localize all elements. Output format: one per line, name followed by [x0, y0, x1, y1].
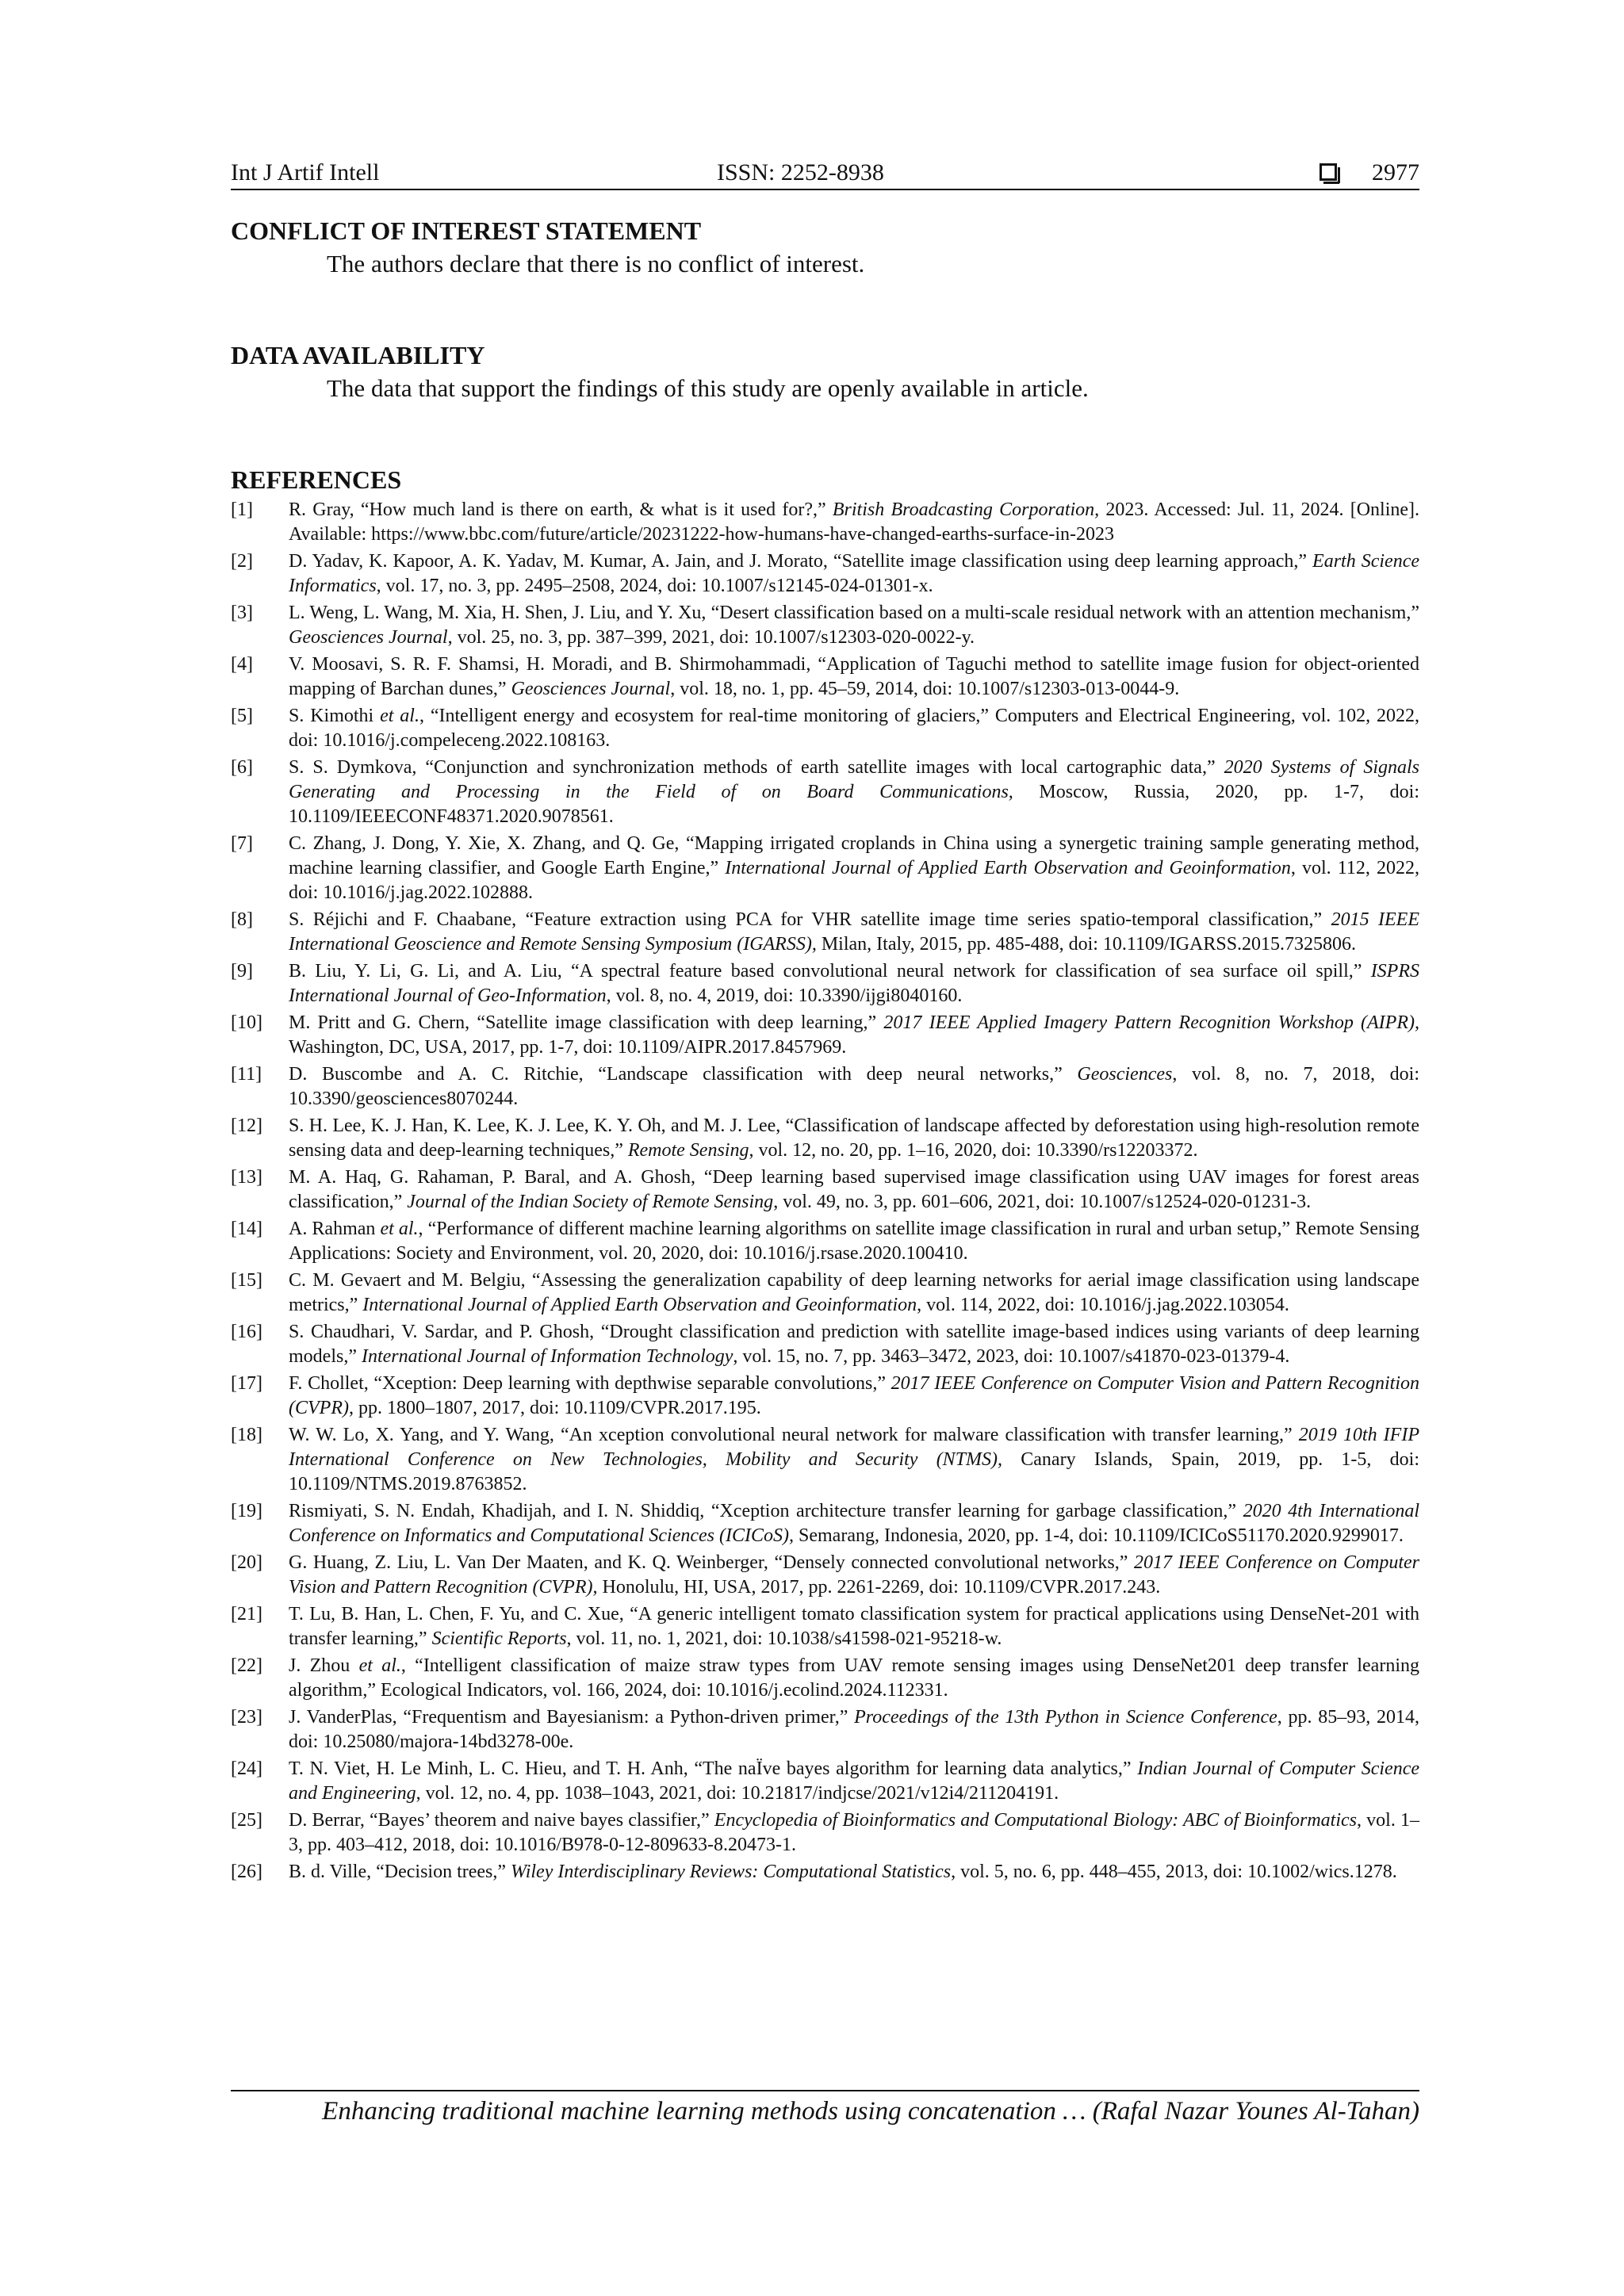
reference-item	[231, 1423, 1419, 1497]
reference-text-part: D. Buscombe and A. C. Ritchie, “Landscape classification with deep neural networks,”	[289, 1064, 1078, 1085]
reference-number: [6]	[231, 757, 253, 778]
reference-text-part: , “Intelligent classification of maize straw types from UAV remote sensing images using DenseNet201 deep transfer learning algorithm,” Ecological Indicators, vol. 166, 2024, doi: 10.1016/j.ecolind.2024.112331.	[289, 1655, 1419, 1701]
reference-item	[231, 1602, 1419, 1651]
references-heading: REFERENCES	[231, 465, 402, 494]
reference-text-part: T. N. Viet, H. Le Minh, L. C. Hieu, and T. H. Anh, “The naÏve bayes algorithm for learning data analytics,”	[289, 1758, 1138, 1779]
reference-item	[231, 549, 1419, 599]
reference-text-part: R. Gray, “How much land is there on earth, & what is it used for?,”	[289, 499, 833, 520]
reference-venue: Proceedings of the 13th Python in Science Conference	[854, 1707, 1277, 1728]
reference-text	[289, 551, 1419, 596]
reference-text-part: C. Zhang, J. Dong, Y. Xie, X. Zhang, and Q. Ge, “Mapping irrigated croplands in China using a synergetic training sample generating method, machine learning classifier, and Google Earth Engine,”	[289, 833, 1419, 878]
reference-number: [17]	[231, 1373, 262, 1394]
reference-text	[289, 499, 1419, 545]
reference-item	[231, 1217, 1419, 1266]
reference-item	[231, 1269, 1419, 1318]
reference-venue: International Journal of Information Technology	[361, 1346, 733, 1367]
reference-text-part: Moscow, Russia, 2020, pp. 1-7, doi: 10.1109/IEEECONF48371.2020.9078561.	[289, 782, 1419, 827]
reference-number: [26]	[231, 1862, 262, 1882]
reference-text	[289, 833, 1419, 903]
reference-number: [10]	[231, 1012, 262, 1033]
reference-number: [13]	[231, 1167, 262, 1188]
reference-text-part: , vol. 12, no. 20, pp. 1–16, 2020, doi: 10.3390/rs12203372.	[749, 1140, 1198, 1161]
reference-text-part: W. W. Lo, X. Yang, and Y. Wang, “An xception convolutional neural network for malware classification with transfer learning,”	[289, 1425, 1299, 1445]
reference-number: [20]	[231, 1552, 262, 1573]
reference-number: [1]	[231, 499, 253, 520]
reference-text-part: , vol. 5, no. 6, pp. 448–455, 2013, doi: 10.1002/wics.1278.	[951, 1862, 1397, 1882]
reference-venue: Journal of the Indian Society of Remote Sensing	[407, 1192, 774, 1212]
reference-text	[289, 1810, 1419, 1855]
reference-venue: International Journal of Applied Earth Observation and Geoinformation	[362, 1295, 917, 1315]
page-number: 2977	[1372, 159, 1419, 186]
reference-text-part: , vol. 15, no. 7, pp. 3463–3472, 2023, doi: 10.1007/s41870-023-01379-4.	[733, 1346, 1290, 1367]
reference-venue: 2015 IEEE International Geoscience and Remote Sensing Symposium (IGARSS),	[289, 909, 1419, 955]
reference-text-part: Semarang, Indonesia, 2020, pp. 1-4, doi: 10.1109/ICICoS51170.2020.9299017.	[794, 1525, 1404, 1546]
reference-venue: Earth Science Informatics	[289, 551, 1419, 596]
reference-text	[289, 1862, 1397, 1882]
reference-text-part: B. d. Ville, “Decision trees,”	[289, 1862, 511, 1882]
reference-number: [19]	[231, 1501, 262, 1521]
reference-text-part: F. Chollet, “Xception: Deep learning with depthwise separable convolutions,”	[289, 1373, 891, 1394]
reference-venue: et al.	[380, 706, 419, 726]
reference-text-part: S. Réjichi and F. Chaabane, “Feature extraction using PCA for VHR satellite image time series spatio-temporal classification,”	[289, 909, 1331, 930]
reference-text-part: M. Pritt and G. Chern, “Satellite image classification with deep learning,”	[289, 1012, 884, 1033]
reference-venue: 2017 IEEE Conference on Computer Vision and Pattern Recognition (CVPR),	[289, 1552, 1420, 1598]
reference-item	[231, 1011, 1419, 1060]
reference-venue: 2017 IEEE Conference on Computer Vision and Pattern Recognition (CVPR)	[289, 1373, 1419, 1418]
reference-text-part: , vol. 1–3, pp. 403–412, 2018, doi: 10.1016/B978-0-12-809633-8.20473-1.	[289, 1810, 1419, 1855]
footer-rule	[231, 2090, 1419, 2091]
reference-number: [22]	[231, 1655, 262, 1676]
reference-text	[289, 1655, 1419, 1701]
reference-text-part: D. Berrar, “Bayes’ theorem and naive bayes classifier,”	[289, 1810, 714, 1831]
reference-venue: Remote Sensing	[627, 1140, 749, 1161]
reference-text	[289, 1425, 1419, 1494]
reference-item	[231, 756, 1419, 829]
reference-item	[231, 1654, 1419, 1703]
reference-text	[289, 1322, 1419, 1367]
reference-number: [4]	[231, 654, 253, 675]
reference-text	[289, 1758, 1419, 1804]
reference-item	[231, 601, 1419, 650]
reference-item	[231, 1062, 1419, 1112]
reference-text-part: Washington, DC, USA, 2017, pp. 1-7, doi: 10.1109/AIPR.2017.8457969.	[289, 1037, 847, 1058]
reference-number: [9]	[231, 961, 253, 982]
reference-item	[231, 1757, 1419, 1806]
reference-text-part: Rismiyati, S. N. Endah, Khadijah, and I. N. Shiddiq, “Xception architecture transfer learning for garbage classification,”	[289, 1501, 1243, 1521]
reference-item	[231, 832, 1419, 905]
reference-text	[289, 706, 1419, 751]
reference-venue: Geosciences Journal	[289, 627, 448, 648]
reference-number: [15]	[231, 1270, 262, 1291]
reference-venue: 2017 IEEE Applied Imagery Pattern Recognition Workshop (AIPR),	[883, 1012, 1419, 1033]
reference-text-part: S. S. Dymkova, “Conjunction and synchronization methods of earth satellite images with local cartographic data,”	[289, 757, 1224, 778]
reference-venue: British Broadcasting Corporation,	[832, 499, 1100, 520]
reference-text-part: A. Rahman	[289, 1219, 381, 1239]
reference-venue: Encyclopedia of Bioinformatics and Computational Biology: ABC of Bioinformatics	[714, 1810, 1357, 1831]
reference-text-part: , vol. 114, 2022, doi: 10.1016/j.jag.2022.103054.	[917, 1295, 1289, 1315]
reference-text-part: J. VanderPlas, “Frequentism and Bayesianism: a Python-driven primer,”	[289, 1707, 855, 1728]
reference-text-part: , vol. 25, no. 3, pp. 387–399, 2021, doi: 10.1007/s12303-020-0022-y.	[447, 627, 975, 648]
reference-venue: Wiley Interdisciplinary Reviews: Computational Statistics	[511, 1862, 952, 1882]
reference-text	[289, 603, 1419, 648]
reference-text-part: , vol. 112, 2022, doi: 10.1016/j.jag.2022.102888.	[289, 858, 1419, 903]
reference-text-part: , vol. 8, no. 4, 2019, doi: 10.3390/ijgi8040160.	[606, 985, 963, 1006]
reference-venue: Geosciences Journal	[511, 679, 671, 699]
reference-item	[231, 704, 1419, 753]
reference-number: [5]	[231, 706, 253, 726]
data-availability-text: The data that support the findings of this study are openly available in article.	[327, 374, 1089, 402]
reference-item	[231, 1114, 1419, 1163]
reference-venue: Scientific Reports	[431, 1628, 567, 1649]
reference-number: [24]	[231, 1758, 262, 1779]
reference-item	[231, 908, 1419, 957]
reference-text-part: , “Intelligent energy and ecosystem for real-time monitoring of glaciers,” Computers and Electrical Engineering, vol. 102, 2022, doi: 10.1016/j.compeleceng.2022.108163.	[289, 706, 1419, 751]
reference-text	[289, 1012, 1419, 1058]
journal-name: Int J Artif Intell	[231, 159, 380, 186]
reference-text	[289, 1270, 1419, 1315]
reference-number: [3]	[231, 603, 253, 623]
reference-text-part: T. Lu, B. Han, L. Chen, F. Yu, and C. Xue, “A generic intelligent tomato classification system for practical applications using DenseNet-201 with transfer learning,”	[289, 1604, 1419, 1649]
reference-item	[231, 1320, 1419, 1369]
reference-text	[289, 1064, 1419, 1109]
reference-venue: International Journal of Applied Earth Observation and Geoinformation	[725, 858, 1291, 878]
reference-item	[231, 1860, 1419, 1885]
reference-text	[289, 757, 1419, 827]
checkbox-square-icon	[1320, 163, 1337, 181]
reference-venue: 2020 4th International Conference on Informatics and Computational Sciences (ICICoS),	[289, 1501, 1419, 1546]
reference-text-part: Honolulu, HI, USA, 2017, pp. 2261-2269, doi: 10.1109/CVPR.2017.243.	[597, 1577, 1161, 1598]
reference-text-part: , vol. 49, no. 3, pp. 601–606, 2021, doi: 10.1007/s12524-020-01231-3.	[773, 1192, 1312, 1212]
reference-item	[231, 498, 1419, 547]
reference-text	[289, 1604, 1419, 1649]
conflict-text: The authors declare that there is no conflict of interest.	[327, 250, 865, 277]
reference-number: [18]	[231, 1425, 262, 1445]
reference-text-part: 2023. Accessed: Jul. 11, 2024. [Online]. Available: https://www.bbc.com/future/article/20231222-how-humans-have-changed-earths-surface-in-2023	[289, 499, 1420, 545]
reference-text-part: D. Yadav, K. Kapoor, A. K. Yadav, M. Kumar, A. Jain, and J. Morato, “Satellite image classification using deep learning approach,”	[289, 551, 1313, 572]
reference-text-part: Canary Islands, Spain, 2019, pp. 1-5, doi: 10.1109/NTMS.2019.8763852.	[289, 1449, 1419, 1494]
reference-text	[289, 1167, 1419, 1212]
reference-item	[231, 1165, 1419, 1215]
reference-number: [16]	[231, 1322, 262, 1342]
reference-item	[231, 1551, 1419, 1600]
reference-text	[289, 1115, 1419, 1161]
reference-item	[231, 959, 1419, 1008]
reference-item	[231, 1499, 1419, 1548]
reference-number: [11]	[231, 1064, 262, 1085]
reference-text-part: C. M. Gevaert and M. Belgiu, “Assessing the generalization capability of deep learning networks for aerial image classification using landscape metrics,”	[289, 1270, 1419, 1315]
reference-number: [14]	[231, 1219, 262, 1239]
reference-text-part: J. Zhou	[289, 1655, 359, 1676]
header-rule	[231, 189, 1419, 190]
reference-text-part: Milan, Italy, 2015, pp. 485-488, doi: 10.1109/IGARSS.2015.7325806.	[816, 934, 1357, 955]
conflict-heading: CONFLICT OF INTEREST STATEMENT	[231, 216, 702, 245]
reference-venue: Indian Journal of Computer Science and Engineering	[289, 1758, 1419, 1804]
reference-venue: ISPRS International Journal of Geo-Information	[289, 961, 1419, 1006]
reference-item	[231, 652, 1419, 702]
reference-text-part: M. A. Haq, G. Rahaman, P. Baral, and A. Ghosh, “Deep learning based supervised image classification using UAV images for forest areas classification,”	[289, 1167, 1419, 1212]
reference-item	[231, 1705, 1419, 1755]
reference-text	[289, 654, 1419, 699]
reference-text-part: , “Performance of different machine learning algorithms on satellite image classification in rural and urban setup,” Remote Sensing Applications: Society and Environment, vol. 20, 2020, doi: 10.1016/j.rsase.2020.100410.	[289, 1219, 1419, 1264]
reference-text-part: G. Huang, Z. Liu, L. Van Der Maaten, and K. Q. Weinberger, “Densely connected convolutional networks,”	[289, 1552, 1134, 1573]
reference-text	[289, 1501, 1419, 1546]
running-footer: Enhancing traditional machine learning methods using concatenation … (Rafal Nazar Younes Al-Tahan)	[322, 2097, 1419, 2126]
reference-list	[231, 498, 1419, 1887]
reference-text-part: , vol. 18, no. 1, pp. 45–59, 2014, doi: 10.1007/s12303-013-0044-9.	[670, 679, 1180, 699]
reference-text-part: , vol. 12, no. 4, pp. 1038–1043, 2021, doi: 10.21817/indjcse/2021/v12i4/211204191.	[416, 1783, 1059, 1804]
reference-venue: 2020 Systems of Signals Generating and Processing in the Field of on Board Communications,	[289, 757, 1420, 802]
reference-text-part: L. Weng, L. Wang, M. Xia, H. Shen, J. Liu, and Y. Xu, “Desert classification based on a multi-scale residual network with an attention mechanism,”	[289, 603, 1419, 623]
reference-number: [7]	[231, 833, 253, 854]
reference-text-part: , vol. 8, no. 7, 2018, doi: 10.3390/geosciences8070244.	[289, 1064, 1419, 1109]
issn: ISSN: 2252-8938	[717, 159, 884, 186]
reference-number: [12]	[231, 1115, 262, 1136]
reference-text	[289, 961, 1419, 1006]
reference-number: [23]	[231, 1707, 262, 1728]
reference-text	[289, 909, 1419, 955]
reference-text-part: B. Liu, Y. Li, G. Li, and A. Liu, “A spectral feature based convolutional neural network for classification of sea surface oil spill,”	[289, 961, 1371, 982]
reference-venue: et al.	[358, 1655, 401, 1676]
reference-item	[231, 1808, 1419, 1858]
reference-text-part: , vol. 11, no. 1, 2021, doi: 10.1038/s41598-021-95218-w.	[566, 1628, 1002, 1649]
running-header	[231, 157, 1419, 189]
reference-text-part: S. Kimothi	[289, 706, 381, 726]
reference-item	[231, 1372, 1419, 1421]
data-availability-heading: DATA AVAILABILITY	[231, 341, 485, 369]
reference-text-part: , pp. 85–93, 2014, doi: 10.25080/majora-14bd3278-00e.	[289, 1707, 1420, 1752]
reference-number: [25]	[231, 1810, 262, 1831]
reference-number: [21]	[231, 1604, 262, 1624]
reference-text-part: , pp. 1800–1807, 2017, doi: 10.1109/CVPR.2017.195.	[348, 1398, 761, 1418]
reference-text	[289, 1707, 1419, 1752]
reference-text	[289, 1219, 1419, 1264]
reference-text-part: V. Moosavi, S. R. F. Shamsi, H. Moradi, and B. Shirmohammadi, “Application of Taguchi method to satellite image fusion for object-oriented mapping of Barchan dunes,”	[289, 654, 1419, 699]
reference-text-part: S. H. Lee, K. J. Han, K. Lee, K. J. Lee, K. Y. Oh, and M. J. Lee, “Classification of landscape affected by deforestation using high-resolution remote sensing data and deep-learning techniques,”	[289, 1115, 1419, 1161]
reference-venue: et al.	[380, 1219, 419, 1239]
reference-text-part: , vol. 17, no. 3, pp. 2495–2508, 2024, doi: 10.1007/s12145-024-01301-x.	[376, 576, 933, 596]
reference-number: [2]	[231, 551, 253, 572]
reference-text	[289, 1552, 1419, 1598]
reference-number: [8]	[231, 909, 253, 930]
reference-venue: 2019 10th IFIP International Conference on New Technologies, Mobility and Security (NTMS),	[289, 1425, 1419, 1470]
reference-text	[289, 1373, 1419, 1418]
reference-text-part: S. Chaudhari, V. Sardar, and P. Ghosh, “Drought classification and prediction with satellite image-based indices using variants of deep learning models,”	[289, 1322, 1419, 1367]
reference-venue: Geosciences	[1077, 1064, 1173, 1085]
